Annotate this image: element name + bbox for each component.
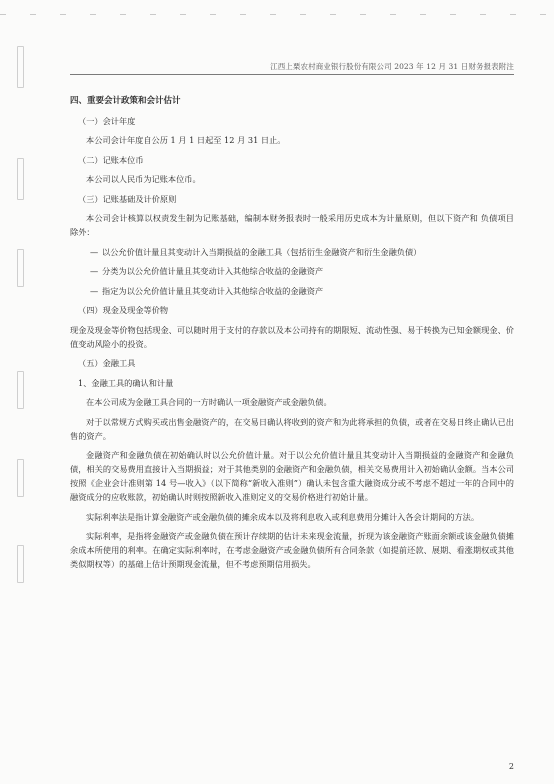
- paragraph-basis: 本公司会计核算以权责发生制为记账基础，编制本财务报表时一般采用历史成本为计量原则，但以下资产和 负债项目除外：: [70, 213, 514, 237]
- subsection-title-basis: （三）记账基础及计价原则: [78, 193, 177, 204]
- paragraph-effective-interest-method: 实际利率法是指计算金融资产或金融负债的摊余成本以及将利息收入或利息费用分摊计入各会计期间的方法。: [86, 511, 480, 522]
- sub-subsection-title-recognition: 1、金融工具的确认和计量: [78, 377, 174, 388]
- paragraph-recognition-2: 对于以常规方式购买或出售金融资产的，在交易日确认将收到的资产和为此将承担的负债，或者在交易日终止确认已出售的资产。: [70, 416, 514, 441]
- subsection-title-cash: （四）现金及现金等价物: [78, 305, 169, 315]
- paragraph-currency: 本公司以人民币为记账本位币。: [86, 174, 201, 184]
- running-header: 江西上栗农村商业银行股份有限公司 2023 年 12 月 31 日财务报表附注: [270, 62, 514, 71]
- bullet-dash: —: [90, 266, 99, 276]
- binder-hole-mark: [17, 249, 24, 287]
- subsection-title-currency: （二）记账本位币: [78, 154, 144, 165]
- bullet-dash: —: [90, 246, 99, 257]
- binder-hole-mark: [17, 158, 24, 200]
- binder-hole-mark: [17, 371, 24, 409]
- list-item: [90, 284, 514, 298]
- paragraph-effective-interest-rate: 实际利率，是指将金融资产或金融负债在预计存续期的估计未来现金流量，折现为该金融资产账面余额或该金融负债摊余成本所使用的利率。在确定实际利率时，在考虑金融资产或金融负债所有合同条款（如提前还款、展期、看涨期权或其他类似期权等）的基础上估计预期现金流量，但不考虑预期信用损失。: [70, 531, 514, 569]
- header-rule: [70, 74, 514, 75]
- page-number: 2: [508, 762, 514, 771]
- paragraph-recognition-3: 金融资产和金融负债在初始确认时以公允价值计量。对于以公允价值计量且其变动计入当期损益的金融资产和金融负债，相关的交易费用直接计入当期损益；对于其他类别的金融资产和金融负债，相关交易费用计入初始确认金额。当本公司按照《企业会计准则第 14 号—收入》（以下简称“新收入准则”）确认未包含重大融资成分或不考虑不超过一年的合同中的融资成分的应收账款，初始确认时则按照新收入准则定义的交易价格进行初始计量。: [70, 450, 514, 502]
- binder-hole-mark: [17, 545, 24, 583]
- binder-hole-mark: [17, 459, 24, 497]
- section-heading: 四、重要会计政策和会计估计: [70, 96, 181, 106]
- list-item: [90, 264, 514, 278]
- subsection-title-fiscal-year: （一）会计年度: [78, 115, 136, 126]
- paragraph-fiscal-year: 本公司会计年度自公历 1 月 1 日起至 12 月 31 日止。: [86, 135, 286, 145]
- binder-hole-mark: [17, 46, 24, 88]
- paragraph-cash: 现金及现金等价物包括现金、可以随时用于支付的存款以及本公司持有的期限短、流动性强、易于转换为已知金额现金、价值变动风险小的投资。: [70, 324, 514, 349]
- list-item-text: 分类为以公允价值计量且其变动计入其他综合收益的金融资产: [102, 266, 324, 276]
- paragraph-recognition-1: 在本公司成为金融工具合同的一方时确认一项金融资产或金融负债。: [86, 397, 332, 407]
- list-item-text: 以公允价值计量且其变动计入当期损益的金融工具（包括衍生金融资产和衍生金融负债）: [102, 246, 422, 257]
- document-body: [70, 94, 514, 577]
- subsection-title-financial-instruments: （五）金融工具: [78, 358, 136, 368]
- bullet-dash: —: [90, 285, 99, 296]
- list-item: [90, 245, 514, 259]
- list-item-text: 指定为以公允价值计量且其变动计入其他综合收益的金融资产: [102, 285, 324, 296]
- scan-artifact-line: [0, 14, 554, 15]
